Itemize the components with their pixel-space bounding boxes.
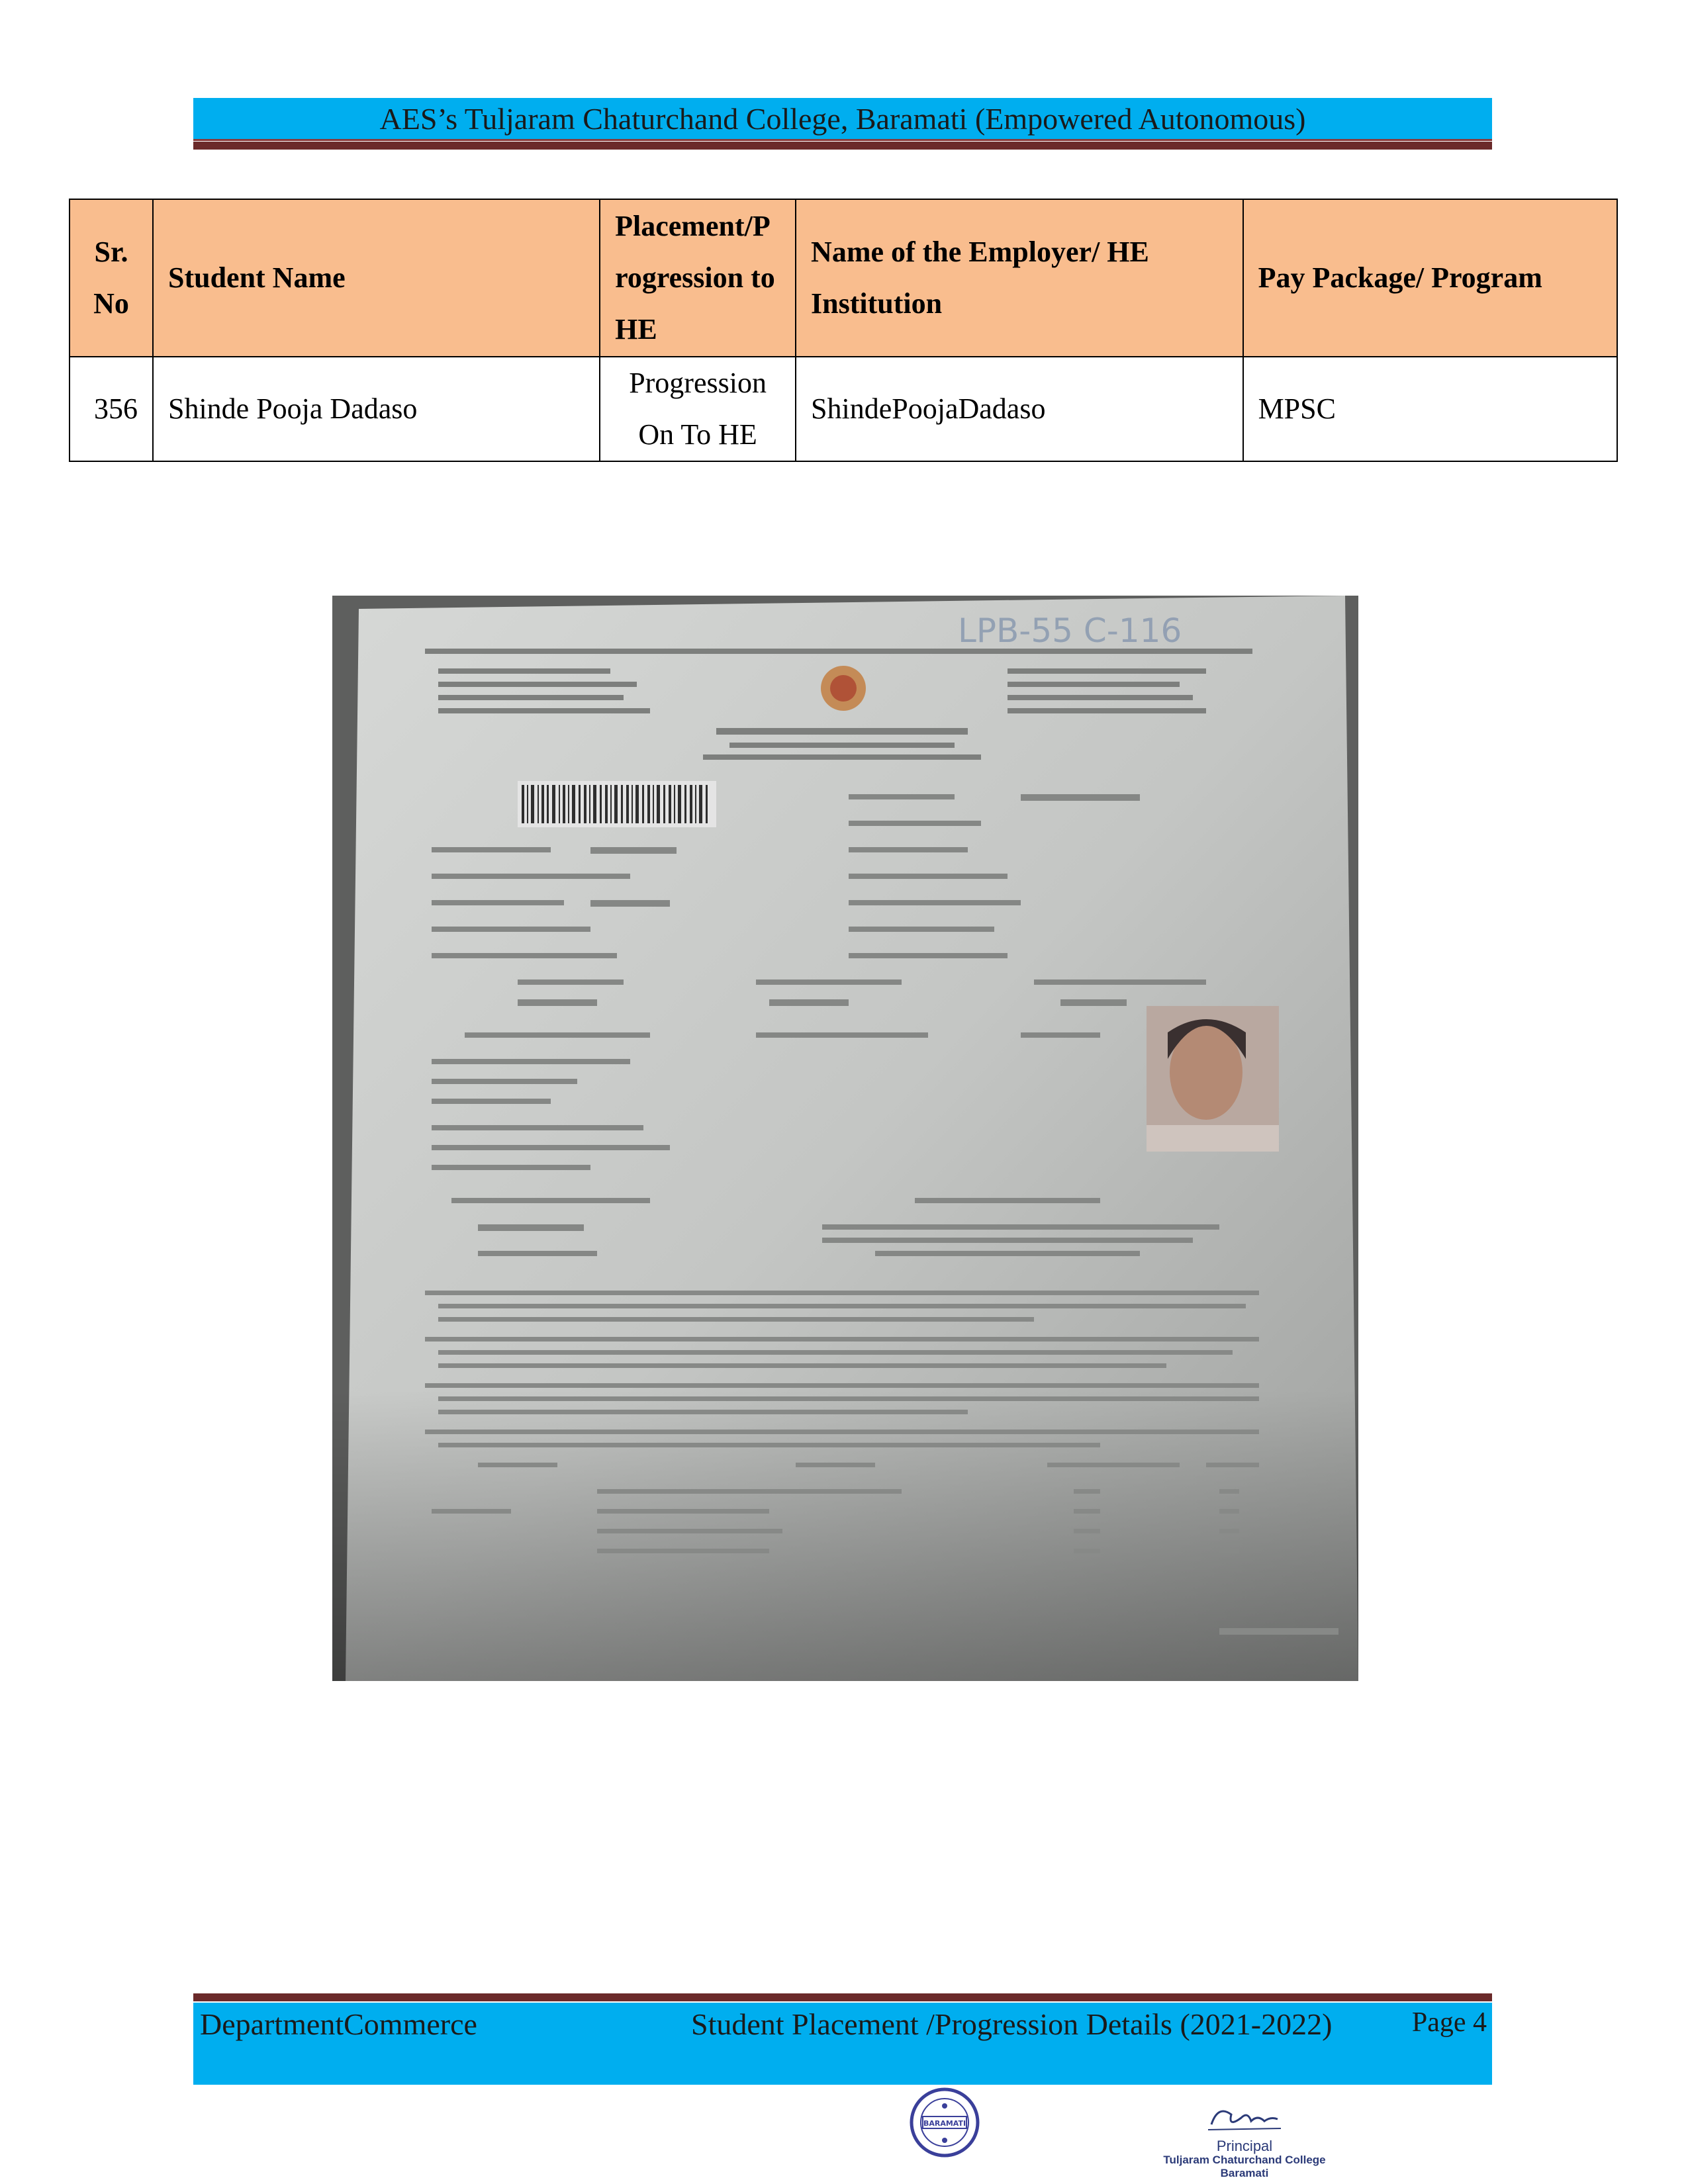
cell-student-name: Shinde Pooja Dadaso — [153, 357, 600, 461]
table-header-row — [70, 199, 1617, 357]
handwritten-note: LPB-55 C-116 — [958, 612, 1182, 650]
placement-table — [69, 199, 1618, 462]
signature-college: Tuljaram Chaturchand College — [1163, 2154, 1326, 2166]
seal-text: BARAMATI — [923, 2119, 966, 2128]
signature-title: Principal — [1216, 2138, 1273, 2154]
footer-page-number: Page 4 — [1411, 2007, 1487, 2038]
header-rule-thin — [193, 139, 1492, 141]
signature-city: Baramati — [1220, 2167, 1269, 2179]
cell-placement: Progression On To HE — [600, 357, 796, 461]
col-package: Pay Package/ Program — [1243, 199, 1617, 357]
cell-employer: ShindePoojaDadaso — [796, 357, 1243, 461]
col-employer: Name of the Employer/ HE Institution — [796, 199, 1243, 357]
header-title: AES’s Tuljaram Chaturchand College, Baramati (Empowered Autonomous) — [379, 101, 1306, 136]
col-sr-no: Sr. No — [70, 199, 153, 357]
principal-signature — [1145, 2098, 1344, 2177]
college-seal-icon — [908, 2086, 981, 2159]
footer-rule — [193, 1993, 1492, 2001]
cell-package: MPSC — [1243, 357, 1617, 461]
col-placement: Placement/Progression to HE — [600, 199, 796, 357]
header-rule — [193, 142, 1492, 150]
table-row — [70, 357, 1617, 461]
signature-icon — [1205, 2098, 1284, 2138]
cell-sr-no: 356 — [70, 357, 153, 461]
footer-department: DepartmentCommerce — [200, 2007, 477, 2041]
page-header — [193, 98, 1492, 139]
col-student-name: Student Name — [153, 199, 600, 357]
footer-title: Student Placement /Progression Details (2021-2022) — [691, 2007, 1333, 2041]
admit-card-photo — [332, 596, 1358, 1681]
page-footer — [193, 2003, 1492, 2085]
admit-card-photo-icon — [332, 596, 1358, 1681]
